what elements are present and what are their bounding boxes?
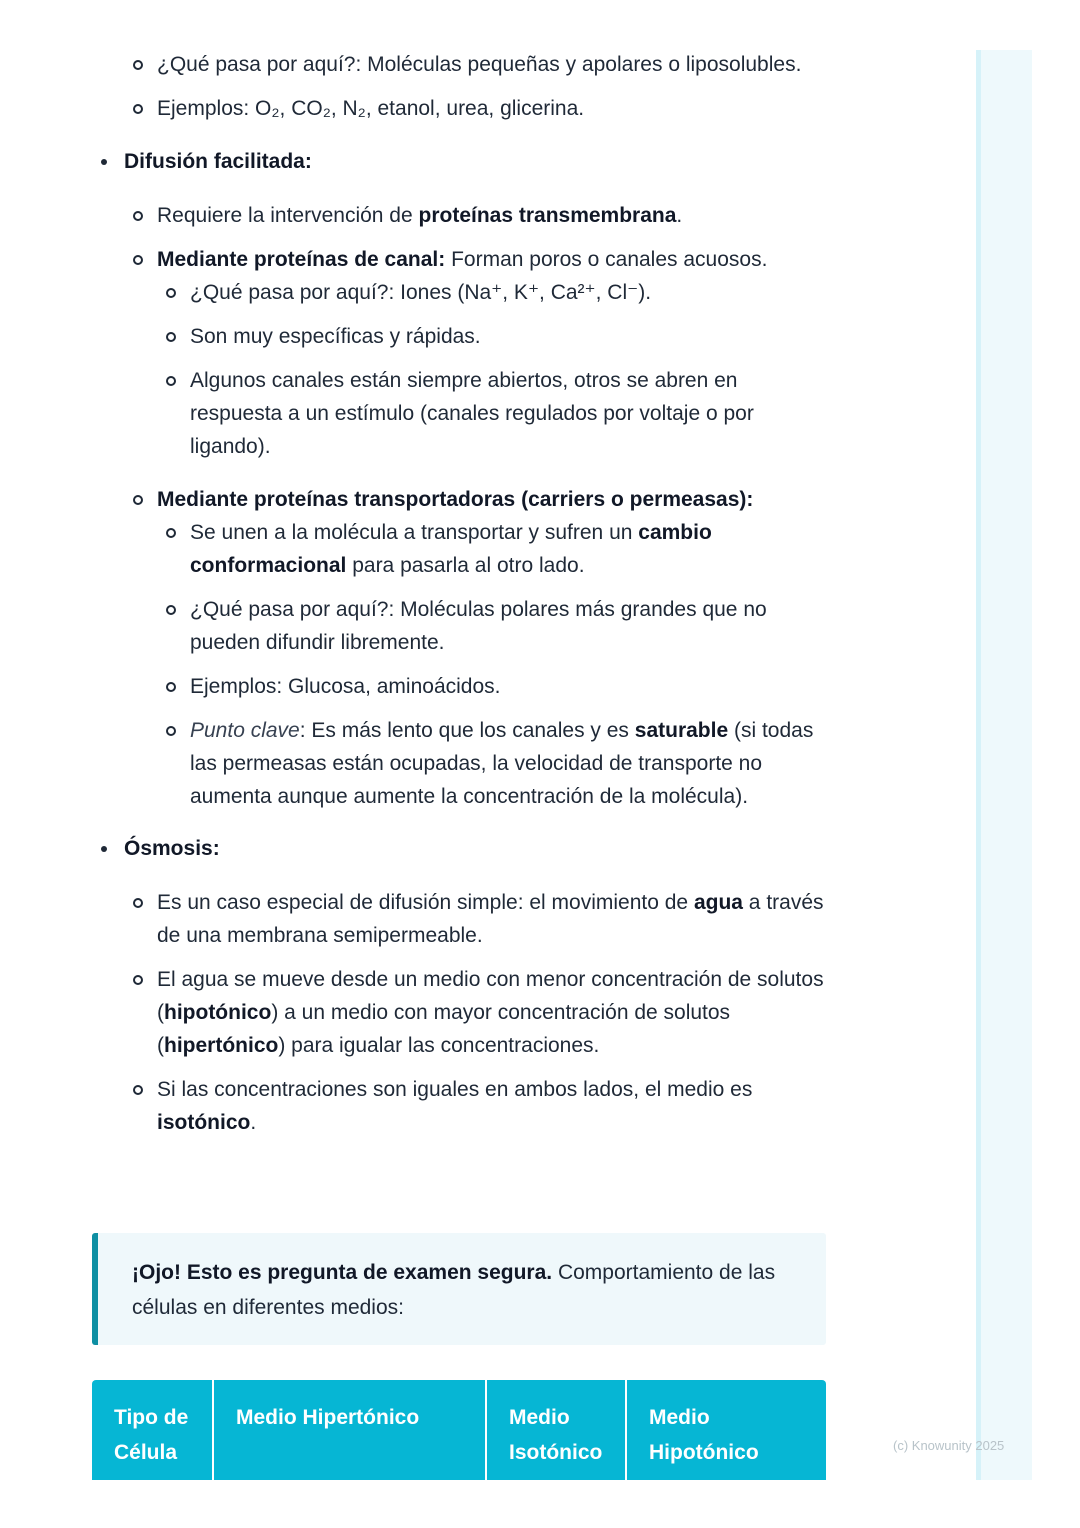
top-sublist (124, 48, 832, 125)
list-item (157, 516, 832, 582)
italic-text: Punto clave (190, 719, 300, 742)
text: Es un caso especial de difusión simple: el movimiento de (157, 891, 694, 914)
text: : Es más lento que los canales y es (299, 719, 635, 742)
bold-text: hipotónico (164, 1001, 272, 1024)
bold-text: hipertónico (164, 1034, 279, 1057)
text: ¿Qué pasa por aquí?: Moléculas polares más grandes que no pueden difundir libremente. (190, 598, 767, 654)
table-header-cell: Medio Hipotónico (649, 1406, 759, 1464)
text: Si las concentraciones son iguales en ambos lados, el medio es (157, 1078, 753, 1101)
text: Forman poros o canales acuosos. (445, 248, 768, 271)
list-item (124, 92, 832, 125)
table-header-cell: Tipo de Célula (92, 1380, 214, 1480)
section-difusion-facilitada (92, 145, 832, 813)
text: Se unen a la molécula a transportar y sufren un (190, 521, 639, 544)
text: para pasarla al otro lado. (346, 554, 585, 577)
text: Requiere la intervención de (157, 204, 419, 227)
section-heading: Difusión facilitada: (124, 150, 312, 173)
table-header-cell: Medio Hipertónico (214, 1380, 487, 1480)
list-item-text: Ejemplos: O₂, CO₂, N₂, etanol, urea, glicerina. (157, 97, 585, 120)
bold-text: agua (693, 891, 743, 914)
bold-text: saturable (634, 719, 729, 742)
list-item (157, 364, 832, 463)
bold-text: Mediante proteínas transportadoras (carriers o permeasas): (157, 488, 754, 511)
text: . (250, 1111, 257, 1134)
comparison-table-header (92, 1380, 826, 1480)
text: a través de una membrana semipermeable. (157, 891, 824, 947)
list-item (157, 670, 832, 703)
list-item (124, 48, 832, 81)
text: ) a un medio con mayor concentración de solutos ( (157, 1001, 731, 1057)
callout-text: Comportamiento de las células en diferentes medios: (132, 1261, 776, 1319)
list-item (157, 714, 832, 813)
watermark: (c) Knowunity 2025 (893, 1438, 1005, 1453)
text: ) para igualar las concentraciones. (278, 1034, 600, 1057)
canal-sublist (157, 276, 832, 463)
text: Ejemplos: Glucosa, aminoácidos. (190, 675, 501, 698)
text: . (676, 204, 683, 227)
bold-text: Mediante proteínas de canal: (157, 248, 446, 271)
carrier-sublist (157, 516, 832, 813)
difusion-sublist (124, 199, 832, 813)
list-item (124, 199, 832, 232)
bold-text: cambio conformacional (190, 521, 712, 577)
list-item (124, 483, 832, 813)
text: Son muy específicas y rápidas. (190, 325, 481, 348)
text: ¿Qué pasa por aquí?: Iones (Na⁺, K⁺, Ca²⁺, Cl⁻). (190, 281, 652, 304)
list-item (157, 276, 832, 309)
osmosis-sublist (124, 886, 832, 1139)
bold-text: proteínas transmembrana (418, 204, 677, 227)
list-item (157, 593, 832, 659)
callout-bold-text: ¡Ojo! Esto es pregunta de examen segura. (132, 1261, 553, 1284)
right-sidebar-strip (976, 50, 1032, 1480)
bold-text: isotónico (157, 1111, 251, 1134)
document-body (92, 48, 832, 1158)
section-osmosis (92, 832, 832, 1139)
table-header-cell: Medio Isotónico (487, 1380, 627, 1480)
list-item (124, 886, 832, 952)
section-heading: Ósmosis: (124, 837, 220, 860)
exam-tip-callout (92, 1233, 826, 1345)
list-item (124, 243, 832, 463)
text: Algunos canales están siempre abiertos, otros se abren en respuesta a un estímulo (canales regulados por voltaje o por ligando). (190, 369, 754, 458)
main-list (92, 145, 832, 1139)
text: El agua se mueve desde un medio con menor concentración de solutos ( (157, 968, 824, 1024)
list-item (124, 1073, 832, 1139)
list-item-text: ¿Qué pasa por aquí?: Moléculas pequeñas y apolares o liposolubles. (157, 53, 802, 76)
list-item (157, 320, 832, 353)
list-item (124, 963, 832, 1062)
text: (si todas las permeasas están ocupadas, la velocidad de transporte no aumenta aunque aumente la concentración de la molécula). (190, 719, 814, 808)
